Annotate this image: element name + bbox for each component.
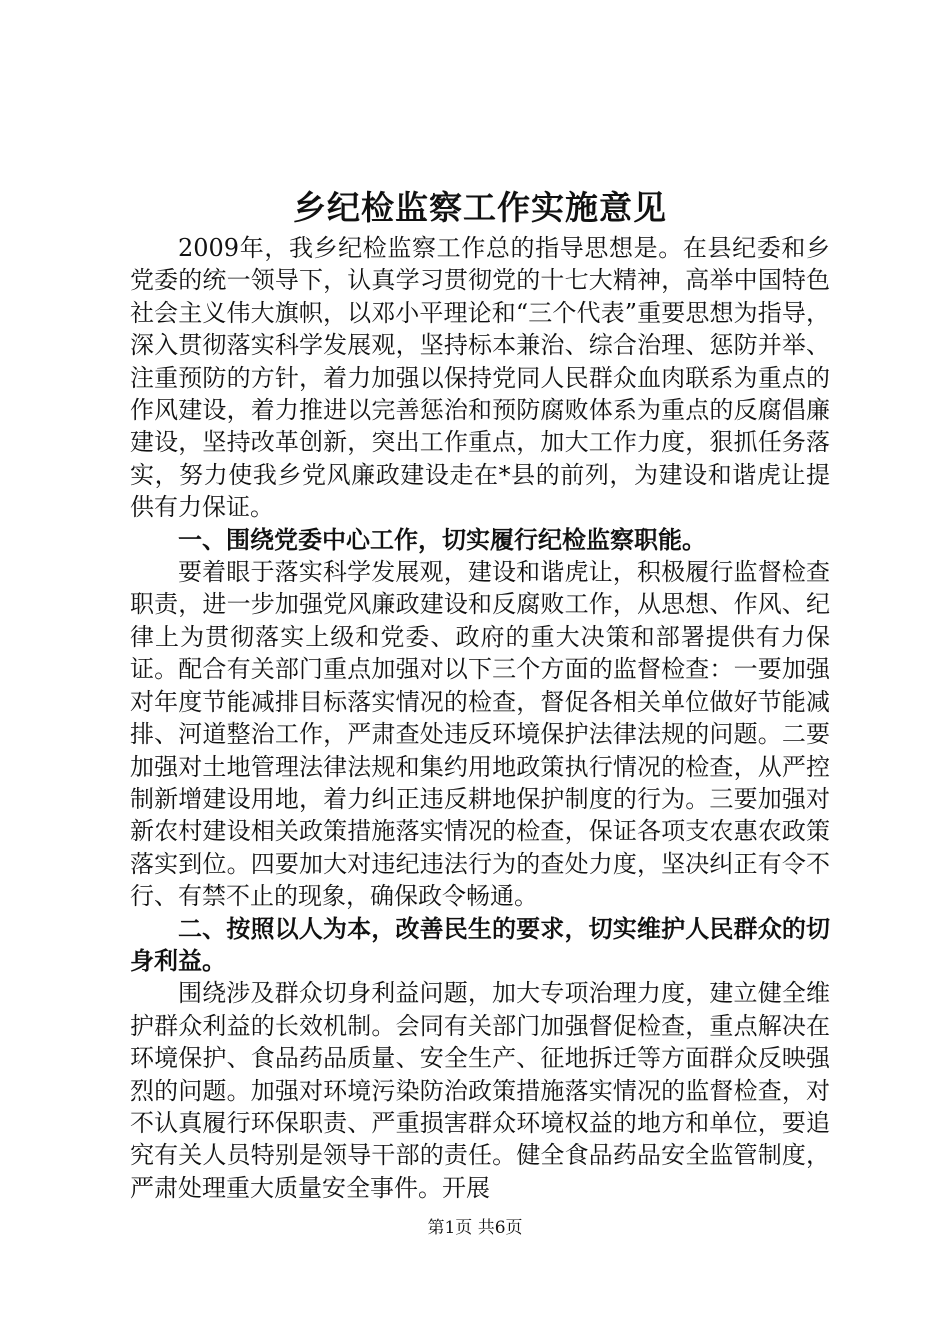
section-heading-2: 二、按照以人为本，改善民生的要求，切实维护人民群众的切身利益。: [130, 914, 830, 975]
document-page: [130, 0, 830, 1344]
paragraph-section-1: 要着眼于落实科学发展观，建设和谐虎让，积极履行监督检查职责，进一步加强党风廉政建设和反腐败工作，从思想、作风、纪律上为贯彻落实上级和党委、政府的重大决策和部署提供有力保证。配合有关部门重点加强对以下三个方面的监督检查：一要加强对年度节能减排目标落实情况的检查，督促各相关单位做好节能减排、河道整治工作，严肃查处违反环境保护法律法规的问题。二要加强对土地管理法律法规和集约用地政策执行情况的检查，从严控制新增建设用地，着力纠正违反耕地保护制度的行为。三要加强对新农村建设相关政策措施落实情况的检查，保证各项支农惠农政策落实到位。四要加大对违纪违法行为的查处力度，坚决纠正有令不行、有禁不止的现象，确保政令畅通。: [130, 558, 830, 911]
section-heading-1: 一、围绕党委中心工作，切实履行纪检监察职能。: [178, 525, 706, 554]
document-title: 乡纪检监察工作实施意见: [293, 188, 667, 227]
document-body: [130, 232, 830, 1204]
paragraph-intro: 2009年，我乡纪检监察工作总的指导思想是。在县纪委和乡党委的统一领导下，认真学习贯彻党的十七大精神，高举中国特色社会主义伟大旗帜，以邓小平理论和“三个代表”重要思想为指导，深入贯彻落实科学发展观，坚持标本兼治、综合治理、惩防并举、注重预防的方针，着力加强以保持党同人民群众血肉联系为重点的作风建设，着力推进以完善惩治和预防腐败体系为重点的反腐倡廉建设，坚持改革创新，突出工作重点，加大工作力度，狠抓任务落实，努力使我乡党风廉政建设走在*县的前列，为建设和谐虎让提供有力保证。: [130, 234, 830, 522]
paragraph-section-2: 围绕涉及群众切身利益问题，加大专项治理力度，建立健全维护群众利益的长效机制。会同有关部门加强督促检查，重点解决在环境保护、食品药品质量、安全生产、征地拆迁等方面群众反映强烈的问题。加强对环境污染防治政策措施落实情况的监督检查，对不认真履行环保职责、严重损害群众环境权益的地方和单位，要追究有关人员特别是领导干部的责任。健全食品药品安全监管制度，严肃处理重大质量安全事件。开展: [130, 979, 830, 1202]
page-footer: 第1页 共6页: [427, 1218, 523, 1238]
